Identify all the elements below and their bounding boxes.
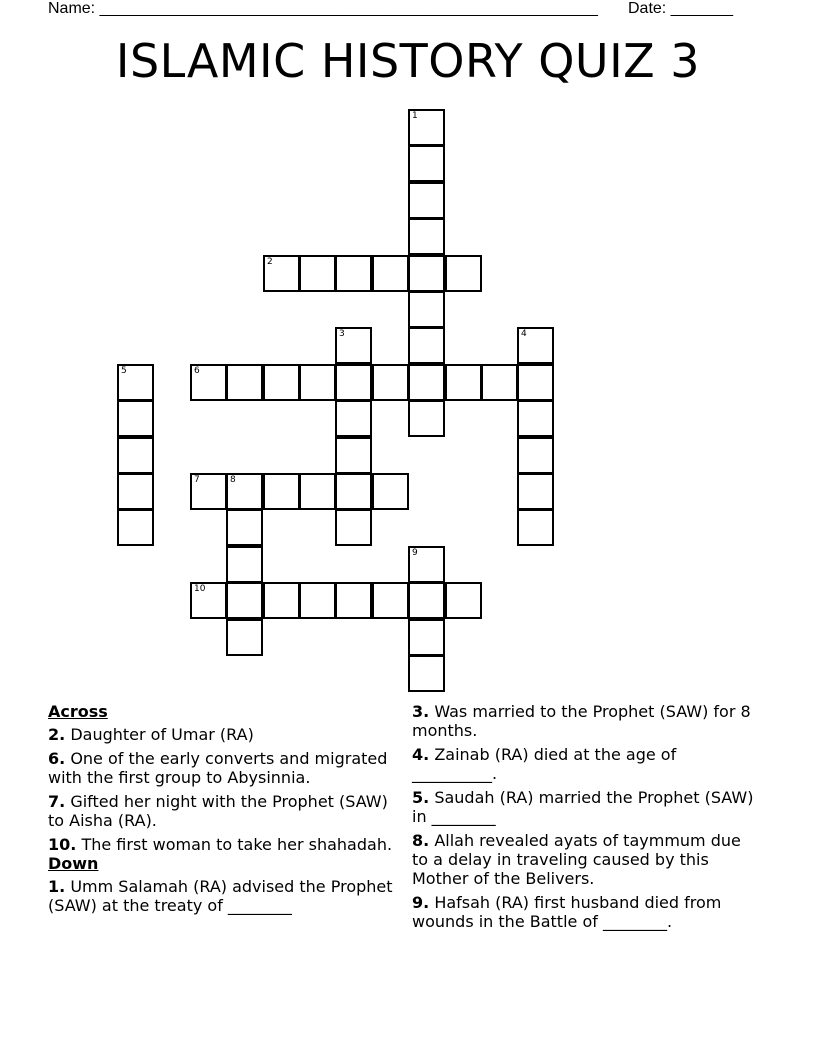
grid-cell[interactable]: [226, 473, 263, 510]
grid-cell[interactable]: [117, 437, 154, 474]
grid-cell[interactable]: [226, 546, 263, 583]
grid-cell[interactable]: [408, 109, 445, 146]
clue-down-3: [412, 702, 757, 740]
clue-number: 9.: [412, 893, 430, 912]
cell-number: 10: [194, 584, 206, 594]
grid-cell[interactable]: [445, 255, 482, 292]
grid-cell[interactable]: [517, 473, 554, 510]
grid-cell[interactable]: [299, 364, 336, 401]
grid-cell[interactable]: [117, 509, 154, 546]
clue-text: Allah revealed ayats of taymmum due to a delay in traveling caused by this Mother of the Belivers.: [412, 831, 741, 888]
grid-cell[interactable]: [226, 509, 263, 546]
grid-cell[interactable]: [190, 473, 227, 510]
grid-cell[interactable]: [263, 255, 300, 292]
grid-cell[interactable]: [408, 145, 445, 182]
grid-cell[interactable]: [372, 364, 409, 401]
grid-cell[interactable]: [408, 582, 445, 619]
grid-cell[interactable]: [481, 364, 518, 401]
clue-number: 5.: [412, 788, 430, 807]
grid-cell[interactable]: [190, 582, 227, 619]
grid-cell[interactable]: [226, 582, 263, 619]
grid-cell[interactable]: [335, 473, 372, 510]
grid-cell[interactable]: [117, 400, 154, 437]
clue-down-5: [412, 788, 757, 826]
clue-across-7: [48, 792, 403, 830]
grid-cell[interactable]: [445, 364, 482, 401]
cell-number: 8: [230, 475, 236, 485]
clue-down-4: [412, 745, 757, 783]
grid-cell[interactable]: [299, 582, 336, 619]
grid-cell[interactable]: [517, 327, 554, 364]
grid-cell[interactable]: [372, 473, 409, 510]
cell-number: 7: [194, 475, 200, 485]
clues-right-column: [412, 702, 757, 936]
cell-number: 5: [121, 366, 127, 376]
grid-cell[interactable]: [445, 582, 482, 619]
page-title: ISLAMIC HISTORY QUIZ 3: [115, 34, 701, 88]
grid-cell[interactable]: [408, 400, 445, 437]
clue-down-1: [48, 877, 403, 915]
grid-cell[interactable]: [335, 400, 372, 437]
clue-text: Umm Salamah (RA) advised the Prophet (SAW) at the treaty of ________: [48, 877, 393, 915]
grid-cell[interactable]: [517, 509, 554, 546]
cell-number: 2: [267, 257, 273, 267]
clue-number: 8.: [412, 831, 430, 850]
grid-cell[interactable]: [408, 655, 445, 692]
grid-cell[interactable]: [226, 619, 263, 656]
cell-number: 3: [339, 329, 345, 339]
grid-cell[interactable]: [408, 255, 445, 292]
date-field[interactable]: Date: _______: [628, 0, 733, 17]
clue-number: 2.: [48, 725, 66, 744]
clue-text: Saudah (RA) married the Prophet (SAW) in ________: [412, 788, 754, 826]
grid-cell[interactable]: [517, 364, 554, 401]
clue-number: 6.: [48, 749, 66, 768]
grid-cell[interactable]: [263, 582, 300, 619]
name-field[interactable]: Name: ________________________________________________________: [48, 0, 598, 17]
clue-across-6: [48, 749, 403, 787]
grid-cell[interactable]: [408, 546, 445, 583]
clue-across-10: [48, 835, 403, 854]
grid-cell[interactable]: [117, 473, 154, 510]
clue-across-2: [48, 725, 403, 744]
clue-text: One of the early converts and migrated with the first group to Abysinnia.: [48, 749, 388, 787]
grid-cell[interactable]: [263, 473, 300, 510]
down-heading: Down: [48, 854, 99, 873]
grid-cell[interactable]: [335, 582, 372, 619]
grid-cell[interactable]: [117, 364, 154, 401]
grid-cell[interactable]: [408, 327, 445, 364]
clue-text: Was married to the Prophet (SAW) for 8 months.: [412, 702, 751, 740]
grid-cell[interactable]: [190, 364, 227, 401]
cell-number: 1: [412, 111, 418, 121]
clue-number: 4.: [412, 745, 430, 764]
grid-cell[interactable]: [226, 364, 263, 401]
clue-text: Hafsah (RA) first husband died from wounds in the Battle of ________.: [412, 893, 722, 931]
grid-cell[interactable]: [408, 364, 445, 401]
grid-cell[interactable]: [408, 218, 445, 255]
grid-cell[interactable]: [517, 400, 554, 437]
grid-cell[interactable]: [335, 327, 372, 364]
grid-cell[interactable]: [299, 255, 336, 292]
clue-text: Zainab (RA) died at the age of __________.: [412, 745, 677, 783]
grid-cell[interactable]: [408, 291, 445, 328]
clue-number: 3.: [412, 702, 430, 721]
grid-cell[interactable]: [335, 255, 372, 292]
cell-number: 6: [194, 366, 200, 376]
grid-cell[interactable]: [372, 582, 409, 619]
grid-cell[interactable]: [517, 437, 554, 474]
clue-text: Gifted her night with the Prophet (SAW) to Aisha (RA).: [48, 792, 388, 830]
clues-left-column: [48, 702, 403, 920]
clue-down-9: [412, 893, 757, 931]
grid-cell[interactable]: [299, 473, 336, 510]
grid-cell[interactable]: [335, 364, 372, 401]
cell-number: 4: [521, 329, 527, 339]
across-heading: Across: [48, 702, 108, 721]
grid-cell[interactable]: [335, 509, 372, 546]
clue-text: Daughter of Umar (RA): [70, 725, 254, 744]
grid-cell[interactable]: [372, 255, 409, 292]
grid-cell[interactable]: [408, 182, 445, 219]
clue-number: 10.: [48, 835, 77, 854]
clue-number: 7.: [48, 792, 66, 811]
clue-number: 1.: [48, 877, 66, 896]
grid-cell[interactable]: [408, 619, 445, 656]
cell-number: 9: [412, 548, 418, 558]
grid-cell[interactable]: [335, 437, 372, 474]
clue-text: The first woman to take her shahadah.: [81, 835, 393, 854]
clue-down-8: [412, 831, 757, 888]
grid-cell[interactable]: [263, 364, 300, 401]
